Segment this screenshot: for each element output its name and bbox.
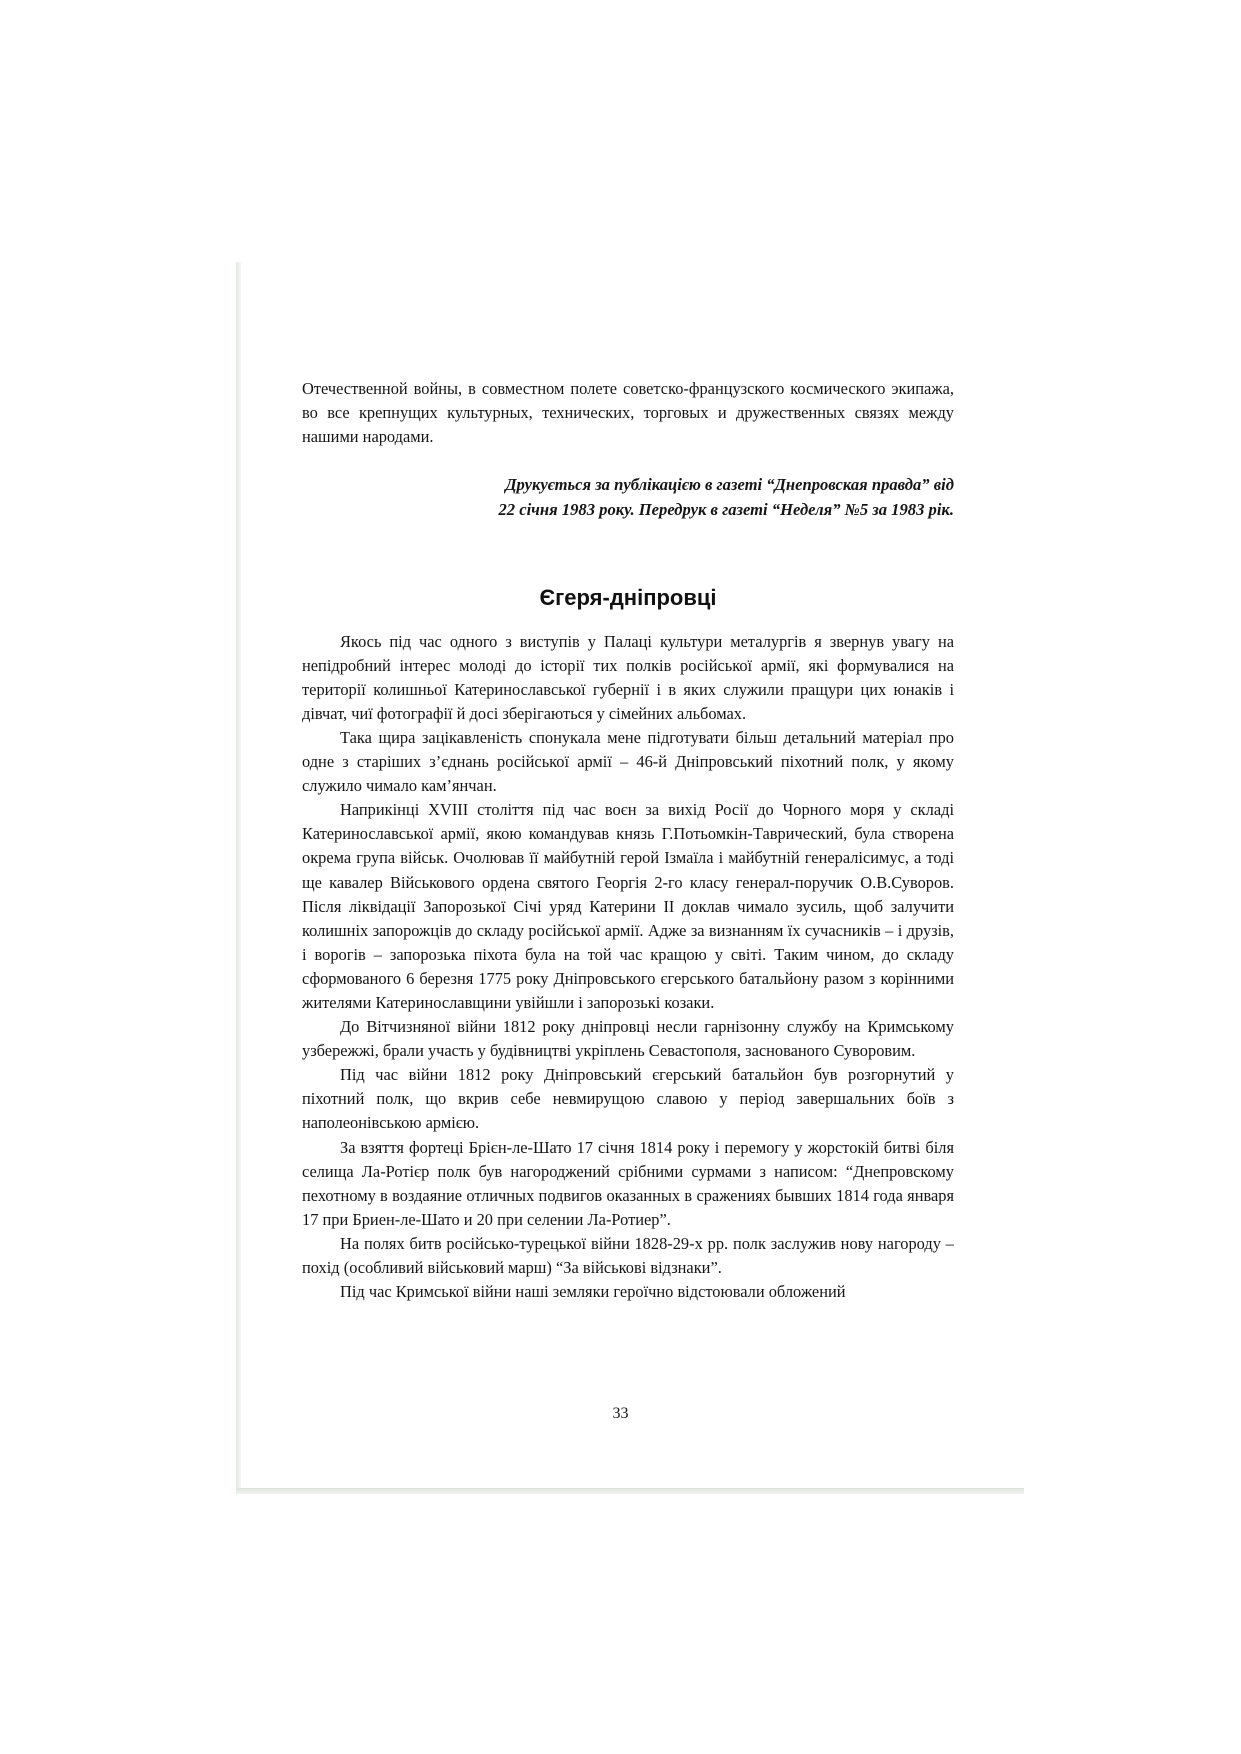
paragraph: Якось під час одного з виступів у Палаці культури металургів я звернув увагу на непідробний інтерес молоді до історії тих полків російської армії, які формувалися на території колишньої Катеринославської губернії і в яких служили пращури цих юнаків і дівчат, чиї фотографії й досі зберігаються у сімейних альбомах. [302, 631, 954, 723]
article-body [302, 630, 954, 1305]
paragraph: Наприкінці XVIII століття під час воєн за вихід Росії до Чорного моря у складі Катеринославської армії, якою командував князь Г.Потьомкін-Таврический, була створена окрема група військ. Очолював її майбутній герой Ізмаїла і майбутній генералісимус, а тоді ще кавалер Військового ордена святого Георгія 2-го класу генерал-поручик О.В.Суворов. Після ліквідації Запорозької Січі уряд Катерини II доклав чимало зусиль, щоб залучити колишніх запорожців до складу російської армії. Адже за визнанням їх сучасників – і друзів, і ворогів – запорозька піхота була на той час кращою у світі. Таким чином, до складу сформованого 6 березня 1775 року Дніпровського єгерського батальйону разом з корінними жителями Катеринославщини увійшли і запорозькі козаки. [302, 800, 954, 1013]
source-note-line-1: Друкується за публікацією в газеті “Днепровская правда” від [505, 474, 954, 494]
page-content [302, 377, 954, 1304]
scan-shadow-bottom [236, 1488, 1024, 1494]
source-note-line-2: 22 січня 1983 року. Передрук в газеті “Неделя” №5 за 1983 рік. [498, 499, 954, 519]
intro-paragraph: Отечественной войны, в совместном полете советско-французского космического экипажа, во все крепнущих культурных, технических, торговых и дружественных связях между нашими народами. [302, 379, 954, 447]
paragraph: До Вітчизняної війни 1812 року дніпровці несли гарнізонну службу на Кримському узбережжі, брали участь у будівництві укріплень Севастополя, заснованого Суворовим. [302, 1017, 954, 1061]
section-title: Єгеря-дніпровці [539, 584, 717, 610]
source-note [302, 472, 954, 522]
paragraph: Така щира зацікавленість спонукала мене підготувати більш детальний матеріал про одне з старіших з’єднань російської армії – 46-й Дніпровський піхотний полк, у якому служило чимало кам’янчан. [302, 727, 954, 796]
paragraph: На полях битв російсько-турецької війни 1828-29-х рр. полк заслужив нову нагороду – похід (особливий військовий марш) “За військові відзнаки”. [302, 1233, 954, 1278]
paragraph: Під час війни 1812 року Дніпровський єгерський батальйон був розгорнутий у піхотний полк, що вкрив себе невмирущою славою у період завершальних боїв з наполеонівською армією. [302, 1065, 954, 1133]
page-number: 33 [612, 1405, 629, 1422]
paragraph: За взяття фортеці Брієн-ле-Шато 17 січня 1814 року і перемогу у жорстокій битві біля селища Ла-Ротієр полк був нагороджений срібними сурмами з написом: “Днепровскому пехотному в воздаяние отличных подвигов оказанных в сражениях бывших 1814 года января 17 при Бриен-ле-Шато и 20 при селении Ла-Ротиер”. [302, 1137, 954, 1229]
paragraph: Під час Кримської війни наші земляки героїчно відстоювали обложений [340, 1282, 846, 1302]
scan-shadow-left [236, 262, 241, 1490]
